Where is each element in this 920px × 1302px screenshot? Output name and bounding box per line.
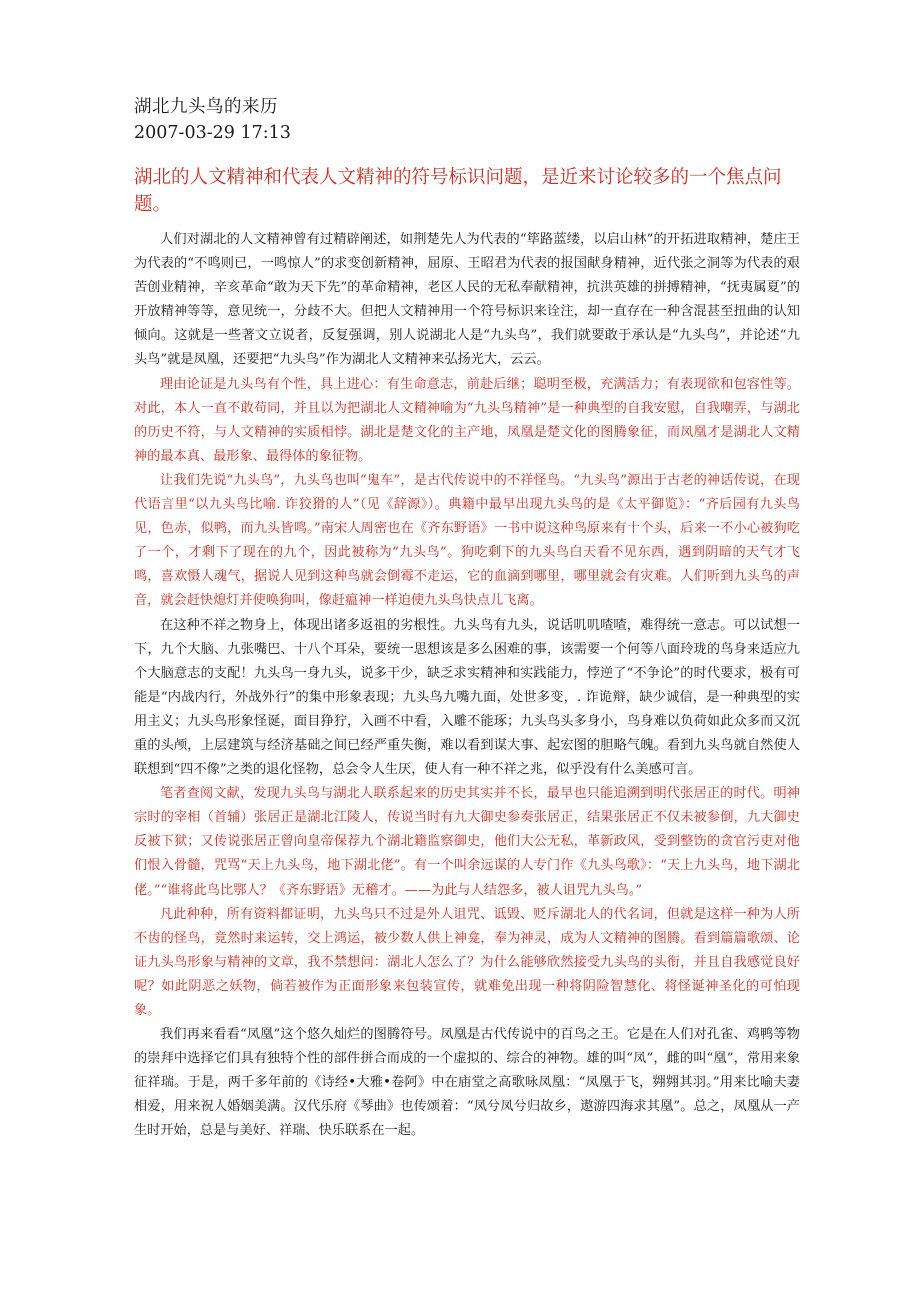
- paragraph-3: 让我们先说“九头鸟”，九头鸟也叫“鬼车”，是古代传说中的不祥怪鸟。“九头鸟”源出于古老的神话传说，在现代语言里“以九头鸟比喻. 诈狡猾的人”（见《辞源》）。典籍中最早出现九头鸟的是《太平御览》：“齐后园有九头鸟见，色赤，似鸭，而九头皆鸣。”南宋人周密也在《齐东野语》一书中说这种鸟原来有十个头，后来一不小心被狗吃了一个，才剩下了现在的九个，因此被称为“九头鸟”。狗吃剩下的九头鸟白天看不见东西，遇到阴暗的天气才飞鸣，喜欢慑人魂气，据说人见到这种鸟就会倒霉不走运，它的血滴到哪里，哪里就会有灾难。人们听到九头鸟的声音，就会赶快熄灯并使唤狗叫，像赶瘟神一样迫使九头鸟快点儿飞离。: [134, 472, 800, 609]
- paragraph-5: 笔者查阅文献，发现九头鸟与湖北人联系起来的历史其实并不长，最早也只能追溯到明代张居正的时代。明神宗时的宰相（首辅）张居正是湖北江陵人，传说当时有九大御史参奏张居正，结果张居正不仅未被参倒，九大御史反被下狱；又传说张居正曾向皇帝保荐九个湖北籍监察御史，他们大公无私，革新政风，受到整饬的贪官污吏对他们恨入骨髓，咒骂“天上九头鸟，地下湖北佬”。有一个叫余远谋的人专门作《九头鸟歌》：“天上九头鸟，地下湖北佬。”“谁将此鸟比鄂人？《齐东野语》无稽才。——为此与人结怨多，被人诅咒九头鸟。”: [134, 786, 800, 898]
- paragraph-2: 理由论证是九头鸟有个性，具上进心：有生命意志，前赴后继；聪明至极，充满活力；有表现欲和包容性等。对此，本人一直不敢苟同，并且以为把湖北人文精神喻为“九头鸟精神”是一种典型的自我安慰，自我嘲弄，与湖北的历史不符，与人文精神的实质相悖。湖北是楚文化的主产地，凤凰是楚文化的图腾象征，而凤凰才是湖北人文精神的最本真、最形象、最得体的象征物。: [134, 376, 800, 464]
- paragraph-6: 凡此种种，所有资料都证明，九头鸟只不过是外人诅咒、诋毁、贬斥湖北人的代名词，但就是这样一种为人所不齿的怪鸟，竟然时来运转，交上鸿运，被少数人供上神龛，奉为神灵，成为人文精神的图腾。看到篇篇歌颂、论证九头鸟形象与精神的文章，我不禁想问：湖北人怎么了？为什么能够欣然接受九头鸟的头衔，并且自我感觉良好呢？如此阴恶之妖物，倘若被作为正面形象来包装宣传，就难免出现一种将阴险智慧化、将怪诞神圣化的可怕现象。: [134, 906, 800, 1018]
- article-date: 2007-03-29 17:13: [134, 123, 291, 143]
- paragraph-7: 我们再来看看“凤凰”这个悠久灿烂的图腾符号。凤凰是古代传说中的百鸟之王。它是在人们对孔雀、鸡鸭等物的崇拜中选择它们具有独特个性的部件拼合而成的一个虚拟的、综合的神物。雄的叫“凤”，雌的叫“凰”，常用来象征祥瑞。于是，两千多年前的《诗经•大雅•卷阿》中在庙堂之高歌咏凤凰：“凤凰于飞，翙翙其羽。”用来比喻夫妻相爱，用来祝人婚姻美满。汉代乐府《琴曲》也传颂着：“凤兮凤兮归故乡，遨游四海求其凰”。总之，凤凰从一产生时开始，总是与美好、祥瑞、快乐联系在一起。: [134, 1027, 800, 1139]
- paragraph-1: 人们对湖北的人文精神曾有过精辟阐述，如荆楚先人为代表的“筚路蓝缕，以启山林”的开拓进取精神，楚庄王为代表的“不鸣则已，一鸣惊人”的求变创新精神，屈原、王昭君为代表的报国献身精神，近代张之洞等为代表的艰苦创业精神，辛亥革命“敢为天下先”的革命精神，老区人民的无私奉献精神，抗洪英雄的拼搏精神，“抚夷属夏”的开放精神等等，意见统一，分歧不大。但把人文精神用一个符号标识来诠注，却一直存在一种含混甚至扭曲的认知倾向。这就是一些著文立说者，反复强调，别人说湖北人是“九头鸟”，我们就要敢于承认是“九头鸟”，并论述“九头鸟”就是凤凰，还要把“九头鸟”作为湖北人文精神来弘扬光大，云云。: [134, 232, 800, 368]
- paragraph-4: 在这种不祥之物身上，体现出诸多返祖的劣根性。九头鸟有九头，说话叽叽喳喳，难得统一意志。可以试想一下，九个大脑、九张嘴巴、十八个耳朵，要统一思想该是多么困难的事，该需要一个何等八面玲珑的鸟身来适应九个大脑意志的支配！九头鸟一身九头，说多干少，缺乏求实精神和实践能力，悖逆了“不争论”的时代要求，极有可能是“内战内行，外战外行”的集中形象表现；九头鸟九嘴九面，处世多变，. 诈诡辩，缺少诚信，是一种典型的实用主义；九头鸟形象怪诞，面目狰狞，入画不中看，入雕不能琢；九头鸟头多身小，鸟身难以负荷如此众多而又沉重的头颅，上层建筑与经济基础之间已经严重失衡，难以看到谋大事、起宏图的胆略气魄。看到九头鸟就自然使人联想到“四不像”之类的退化怪物，总会令人生厌，使人有一种不祥之兆，似乎没有什么美感可言。: [134, 617, 800, 778]
- article-title: 湖北九头鸟的来历: [134, 97, 278, 117]
- document-page: [134, 94, 800, 1144]
- article-headline: 湖北的人文精神和代表人文精神的符号标识问题，是近来讨论较多的一个焦点问题。: [134, 167, 782, 215]
